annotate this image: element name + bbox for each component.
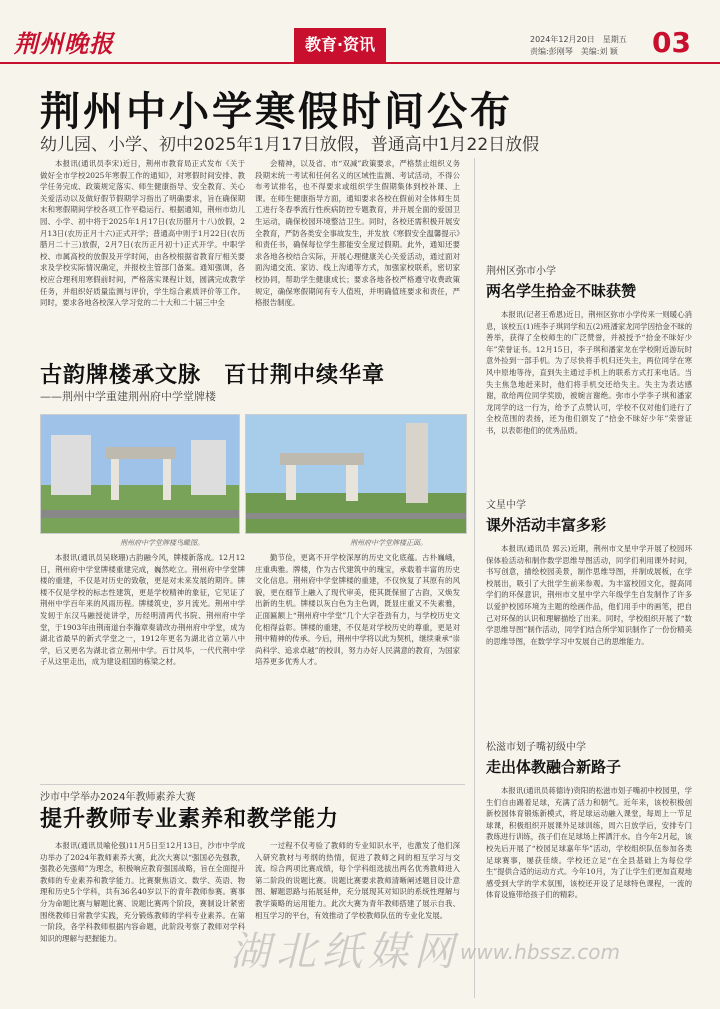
side-1-title: 两名学生拾金不昧获赞 xyxy=(486,282,637,300)
side-1-kicker: 荆州区弥市小学 xyxy=(486,266,556,277)
main-subhead: 幼儿园、小学、初中2025年1月17日放假，普通高中1月22日放假 xyxy=(40,135,540,155)
masthead xyxy=(0,0,720,64)
feature-col1: 本报讯(通讯员吴晓珊)古韵融今风，牌楼新落成。12月12日，荆州府中学堂牌楼重建完成，巍然屹立。荆州府中学堂牌楼的重建，不仅是对历史的致敬，更是对未来发展的期许。牌楼不仅是学校的标志性建筑，更是学校精神的象征，它见证了荆州中学百年来的风雨历程。牌楼筑史，岁月流光。荆州中学发轫于东汉马融授徒讲学，历经明清两代书院、荆州府中学堂，于1903年由荆南道台李瀚章奏请改办荆州府中学堂，成为湖北省最早的新式学堂之一，1912年更名为湖北省立第八中学，后又更名为湖北省立荆州中学。百廿风华，一代代荆中学子从这里走出，成为建设祖国的栋梁之材。 xyxy=(40,553,245,667)
watermark-url: www.hbssz.com xyxy=(460,940,620,964)
feature-title: 古韵牌楼承文脉 百廿荆中续华章 xyxy=(40,363,386,388)
column-divider xyxy=(474,158,475,998)
section-divider xyxy=(40,784,465,785)
lower-col2: 一过程不仅考验了教师的专业知识水平，也激发了他们深入研究教材与考纲的热情，促进了教师之间的相互学习与交流。综合两项比赛成绩，每个学科组选拔出两名优秀教师进入第二阶段的说题比赛。说题比赛要求教师清晰阐述题目设计意图、解题思路与拓展延伸，充分展现其对知识的系统性理解与教学策略的运用能力。此次大赛为青年教师搭建了展示自我、相互学习的平台，有效推动了学校教师队伍的专业化发展。 xyxy=(255,841,460,920)
side-story-2 xyxy=(486,496,692,696)
photo-caption-left: 荆州府中学堂牌楼鸟瞰图。 xyxy=(120,539,204,547)
main-headline: 荆州中小学寒假时间公布 xyxy=(40,89,513,135)
feature-col2: 勤节俭，更离不开学校深厚的历史文化底蕴。古朴巍峨，庄重典雅。牌楼，作为古代建筑中的瑰宝，承载着丰富的历史文化信息。荆州府中学堂牌楼的重建，不仅恢复了其原有的风貌，更在细节上融入了现代审美，使其既保留了古韵，又焕发出新的生机。牌楼以灰白色为主色调，既显庄重又不失素雅，正面匾额上“荆州府中学堂”几个大字苍劲有力，与学校历史文化相得益彰。牌楼的重建，不仅是对学校历史的尊重，更是对荆中精神的传承。今后，荆州中学将以此为契机，继续秉承“崇尚科学、追求卓越”的校训，努力办好人民满意的教育，为国家培养更多优秀人才。 xyxy=(255,553,460,667)
lower-col1: 本报讯(通讯员喻伦强)11月5日至12月13日，沙市中学成功举办了2024年教师素养大赛，此次大赛以“强国必先强教，强教必先强师”为理念，积极响应教育强国战略，旨在全面提升教师的专业素养和教学能力。比赛聚焦语文、数学、英语、物理和历史5个学科，共有36名40岁以下的青年教师参赛。赛事分为命题比赛与解题比赛、说题比赛两个阶段，赛制设计紧密围绕教师日常教学实践，充分锻炼教师的学科专业素养。在第一阶段，各学科教师根据内容命题，此阶段考察了教师对学科知识的理解与把握能力。 xyxy=(40,841,245,943)
photo-archway-aerial xyxy=(40,414,240,534)
side-3-title: 走出体教融合新路子 xyxy=(486,758,622,776)
side-2-title: 课外活动丰富多彩 xyxy=(486,516,607,534)
side-2-body: 本报讯(通讯员 郭云)近期，荆州市文星中学开展了校园环保体验活动和制作数学思维导图活动，同学们利用课外时间，书写创意，描绘校园美景，制作思维导图，并制成展板，在学校展出，吸引了大批学生前来参观。为丰富校园文化，提高同学们的环保意识，荆州市文星中学六年级学生自发制作了许多以爱护校园环境为主题的绘画作品，他们用手中的画笔，把自己对环保的认识和理解描绘了出来。同时，学校组织开展了“数学思维导图”制作活动，同学们结合所学知识制作了一份份精美的思维导图，在数学学习中发展自己的思维能力。 xyxy=(486,544,692,646)
side-3-kicker: 松滋市划子嘴初级中学 xyxy=(486,742,586,753)
lower-kicker: 沙市中学举办2024年教师素养大赛 xyxy=(40,792,196,803)
newspaper-logo: 荆州晚报 xyxy=(14,29,114,58)
side-story-1 xyxy=(486,262,692,442)
side-2-kicker: 文星中学 xyxy=(486,500,526,511)
main-story-col1: 本报讯(通讯员李宋)近日，荆州市教育局正式发布《关于做好全市学校2025年寒假工作的通知》，对寒假时间安排、教学任务完成、政策规定落实、师生健康指导、安全教育、关心关爱活动以及做好假节假期学习指出了明确要求，旨在确保期末和寒假期间学校各项工作平稳运行。根据通知，荆州市幼儿园、小学、初中将于2025年1月17日(农历腊月十八)放假，2月13日(农历正月十六)正式开学；普通高中则于1月22日(农历腊月二十三)放假，2月7日(农历正月初十)正式开学。中职学校、市属高校的放假及开学时间，由各校根据省教育厅相关要求及学校实际情况确定，并报校主管部门备案。通知强调，各校应合理利用寒假前时间，严格落实课程计划，圆满完成教学任务，并组织好质量监测与评价，学生综合素质评价等工作。同时，要求各地各校深入学习党的二十大和二十届三中全 xyxy=(40,159,245,308)
side-3-body: 本报讯(通讯员蒋德诗)资阳的松滋市划子嘴初中校园里，学生们自由踢着足球，充满了活力和朝气。近年来，该校积极创新校园体育锻炼新模式，将足球运动融入课堂，每周上一节足球课，积极组织开展课外足球训练，周六日放学后，安排专门教练进行训练，孩子们在足球场上挥洒汗水。自今年2月起，该校先后开展了“校园足球嘉年华”活动，学校组织队伍参加各类足球赛事，屡获佳绩。学校还立足“在全县基础上为每位学生”提供合适的运动方式。今年10月，为了让学生们更加直观地感受到大学的学术氛围，该校还开设了足球特色课程，一流的体育设施带给孩子们的精彩。 xyxy=(486,786,692,900)
photo-archway-front xyxy=(245,414,467,534)
editor-credit: 责编:彭刚琴 美编:刘 颖 xyxy=(530,47,618,56)
issue-date: 2024年12月20日 星期五 xyxy=(530,35,627,44)
main-story-col2: 会精神，以及省、市“双减”政策要求，严格禁止组织义务段期末统一考试和任何名义的区域性监测、考试活动，不得公布考试排名，也不得要求或组织学生假期集体到校补课、上课。在师生健康指导方面，通知要求各校在假前对全体师生员工进行冬春季流行性疾病防控专题教育，并开展全面的爱国卫生运动，确保校园环境整洁卫生。同时，各校还需积极开展安全教育，严防各类安全事故发生，并发放《寒假安全温馨提示》和责任书，确保每位学生都能安全度过假期。此外，通知还要求各地各校结合实际，开展心理健康关心关爱活动，通过面对面沟通交流、家访、线上沟通等方式，加强家校联系，密切家校协同，帮助学生健康成长；要求各地各校严格遵守收费政策规定，确保寒假期间有专人值班，并明确值班要求和责任，严格报告制度。 xyxy=(255,159,460,308)
watermark-text: 湖北纸媒网 xyxy=(230,929,460,975)
page-number: 03 xyxy=(652,26,691,59)
side-1-body: 本报讯(记者王希恩)近日，荆州区弥市小学传来一则暖心消息，该校五(1)班李子琪同学和五(2)班潘家龙同学因拾金不昧的善举，获得了全校师生的广泛赞誉，并被授予“拾金不昧好少年”荣誉证书。12月15日，李子琪和潘家龙在学校附近游玩时意外捡到一部手机。为了尽快将手机归还失主，两位同学在寒风中原地等待，直到失主通过手机上的联系方式打来电话。当失主焦急地赶来时，他们将手机交还给失主。失主为表达感谢，欲给两位同学奖励，被婉言谢绝。弥市小学李子琪和潘家龙同学的这一行为，给予了点赞认可，学校不仅对他们进行了全校范围的表扬，还为他们颁发了“拾金不昧好少年”荣誉证书，以表彰他们的优秀品质。 xyxy=(486,310,692,435)
section-label: 教育·资讯 xyxy=(294,28,386,62)
lower-title: 提升教师专业素养和教学能力 xyxy=(40,807,340,832)
issue-meta xyxy=(530,34,627,58)
feature-subtitle: ——荆州中学重建荆州府中学堂牌楼 xyxy=(40,390,216,403)
photo-caption-right: 荆州府中学堂牌楼正面。 xyxy=(350,539,427,547)
